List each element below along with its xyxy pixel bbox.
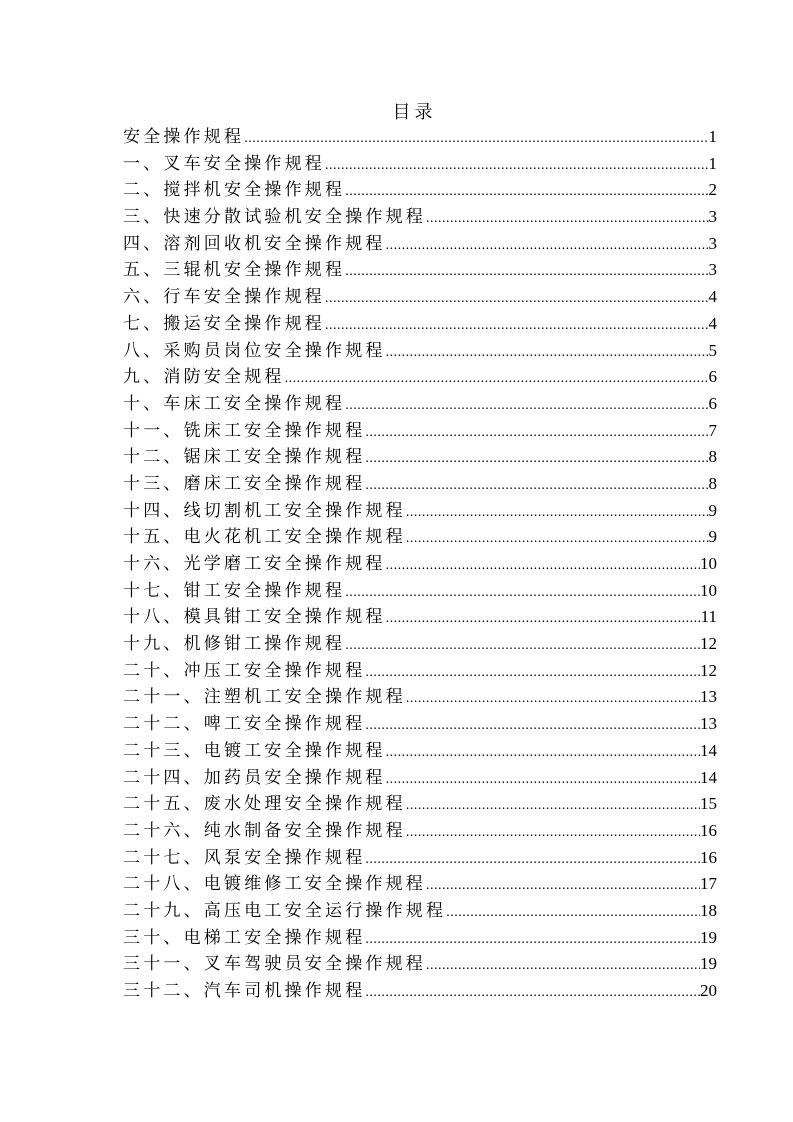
toc-entry[interactable]	[123, 418, 717, 445]
toc-entry-label: 九、消防安全规程	[123, 367, 285, 388]
toc-entry-label: 十四、线切割机工安全操作规程	[123, 500, 406, 521]
toc-entry-page: 14	[700, 767, 717, 787]
dot-leader	[325, 313, 709, 340]
dot-leader	[365, 847, 700, 874]
toc-entry[interactable]	[123, 631, 717, 658]
toc-entry-label: 十六、光学磨工安全操作规程	[123, 554, 386, 574]
toc-entry-page: 8	[708, 473, 717, 493]
toc-entry[interactable]	[123, 845, 717, 872]
toc-entry[interactable]	[123, 898, 717, 925]
toc-entry[interactable]	[123, 231, 717, 258]
toc-entry[interactable]	[123, 338, 717, 365]
toc-entry-page: 5	[708, 340, 717, 360]
toc-entry-page: 10	[700, 554, 717, 573]
toc-entry-page: 15	[700, 794, 717, 814]
toc-entry-page: 14	[700, 740, 717, 760]
dot-leader	[386, 606, 701, 633]
toc-entry[interactable]	[123, 471, 717, 498]
toc-entry-label: 十一、铣床工安全操作规程	[123, 420, 366, 441]
dot-leader	[386, 740, 700, 767]
dot-leader	[386, 553, 700, 580]
toc-entry-page: 20	[700, 981, 717, 1000]
toc-entry-label: 十八、模具钳工安全操作规程	[123, 607, 386, 628]
toc-entry[interactable]	[123, 151, 717, 178]
toc-entry-page: 1	[708, 153, 717, 173]
toc-entry-page: 19	[700, 954, 717, 974]
toc-entry-page: 18	[700, 900, 717, 920]
toc-entry[interactable]	[123, 604, 717, 631]
toc-entry-page: 3	[708, 233, 717, 253]
toc-entry[interactable]	[123, 871, 717, 898]
toc-entry-label: 二十四、加药员安全操作规程	[123, 767, 386, 788]
toc-entry-page: 12	[700, 660, 717, 680]
toc-entry-page: 10	[700, 580, 717, 600]
toc-entry[interactable]	[123, 124, 717, 151]
toc-entry-label: 八、采购员岗位安全操作规程	[123, 340, 386, 361]
toc-entry-label: 十、车床工安全操作规程	[123, 393, 346, 414]
toc-entry-label: 二十三、电镀工安全操作规程	[123, 740, 386, 761]
toc-entry-page: 2	[708, 180, 717, 200]
toc-entry-label: 三、快速分散试验机安全操作规程	[123, 207, 426, 228]
toc-entry[interactable]	[123, 498, 717, 525]
dot-leader	[325, 153, 709, 180]
toc-entry[interactable]	[123, 177, 717, 204]
toc-entry-label: 二十、冲压工安全操作规程	[123, 660, 366, 681]
toc-entry-page: 16	[700, 820, 717, 840]
dot-leader	[365, 473, 708, 500]
toc-entry-label: 安全操作规程	[123, 127, 245, 147]
toc-entry-label: 十二、锯床工安全操作规程	[123, 447, 366, 468]
toc-entry-page: 13	[700, 714, 717, 734]
toc-entry[interactable]	[123, 391, 717, 418]
dot-leader	[285, 366, 709, 393]
toc-entry-page: 9	[708, 500, 717, 520]
dot-leader	[386, 233, 709, 260]
toc-entry-label: 十三、磨床工安全操作规程	[123, 473, 366, 494]
toc-entry-page: 17	[700, 874, 717, 894]
toc-entry-label: 二十七、风泵安全操作规程	[123, 847, 366, 868]
toc-entry-label: 二十二、啤工安全操作规程	[123, 714, 366, 735]
toc-title: 目录	[392, 102, 437, 123]
dot-leader	[365, 660, 700, 687]
dot-leader	[345, 633, 700, 660]
toc-entry-page: 3	[708, 207, 717, 227]
toc-entry-label: 二十五、废水处理安全操作规程	[123, 794, 406, 815]
toc-entry-page: 7	[708, 420, 717, 440]
toc-entry-page: 6	[708, 367, 717, 387]
toc-entry[interactable]	[123, 978, 717, 1005]
toc-entry-label: 三十一、叉车驾驶员安全操作规程	[123, 954, 426, 975]
toc-entry[interactable]	[123, 551, 717, 578]
toc-entry-label: 十七、钳工安全操作规程	[123, 580, 346, 601]
toc-entry[interactable]	[123, 925, 717, 952]
dot-leader	[365, 980, 700, 1007]
toc-entry-label: 三十二、汽车司机操作规程	[123, 981, 366, 1001]
dot-leader	[345, 580, 700, 607]
dot-leader	[406, 793, 700, 820]
dot-leader	[406, 686, 700, 713]
toc-entry-label: 二十六、纯水制备安全操作规程	[123, 820, 406, 841]
toc-entry-label: 二十九、高压电工安全运行操作规程	[123, 900, 447, 921]
dot-leader	[426, 873, 700, 900]
toc-entry-page: 1	[708, 127, 717, 146]
toc-entry[interactable]	[123, 578, 717, 605]
dot-leader	[406, 500, 709, 527]
toc-entry[interactable]	[123, 765, 717, 792]
dot-leader	[345, 179, 708, 206]
toc-entry[interactable]	[123, 204, 717, 231]
toc-entry[interactable]	[123, 311, 717, 338]
toc-entry-page: 16	[700, 847, 717, 867]
toc-entry-label: 一、叉车安全操作规程	[123, 153, 325, 174]
toc-entry-label: 二十一、注塑机工安全操作规程	[123, 687, 406, 708]
toc-entry-page: 4	[708, 287, 717, 307]
dot-leader	[325, 286, 709, 313]
dot-leader	[386, 767, 700, 794]
toc-entry[interactable]	[123, 684, 717, 711]
toc-entry[interactable]	[123, 658, 717, 685]
dot-leader	[345, 393, 708, 420]
dot-leader	[365, 713, 700, 740]
toc-entry-page: 3	[708, 260, 717, 280]
toc-entry[interactable]	[123, 284, 717, 311]
toc-entry[interactable]	[123, 257, 717, 284]
toc-entry[interactable]	[123, 951, 717, 978]
toc-entry-label: 七、搬运安全操作规程	[123, 313, 325, 334]
dot-leader	[426, 206, 709, 233]
toc-entry[interactable]	[123, 444, 717, 471]
toc-entry-label: 六、行车安全操作规程	[123, 287, 325, 308]
dot-leader	[365, 446, 708, 473]
dot-leader	[426, 953, 700, 980]
toc-entry-page: 12	[700, 634, 717, 654]
toc-entry[interactable]	[123, 738, 717, 765]
toc-entry-page: 8	[708, 447, 717, 467]
dot-leader	[446, 900, 700, 927]
toc-entry-label: 十五、电火花机工安全操作规程	[123, 527, 406, 548]
toc-entry[interactable]	[123, 791, 717, 818]
dot-leader	[365, 420, 708, 447]
toc-entry-page: 4	[708, 313, 717, 333]
dot-leader	[345, 259, 708, 286]
toc-entry[interactable]	[123, 524, 717, 551]
dot-leader	[406, 820, 700, 847]
toc-entry-label: 四、溶剂回收机安全操作规程	[123, 233, 386, 254]
toc-entry-page: 13	[700, 687, 717, 707]
table-of-contents	[123, 124, 717, 1005]
dot-leader	[386, 340, 709, 367]
toc-entry-page: 6	[708, 393, 717, 413]
toc-entry-page: 11	[700, 607, 717, 627]
dot-leader	[244, 126, 708, 153]
dot-leader	[365, 927, 700, 954]
toc-entry[interactable]	[123, 711, 717, 738]
toc-entry[interactable]	[123, 818, 717, 845]
toc-entry[interactable]	[123, 364, 717, 391]
toc-entry-label: 五、三辊机安全操作规程	[123, 260, 346, 281]
dot-leader	[406, 526, 709, 553]
toc-entry-page: 9	[708, 527, 717, 547]
toc-entry-label: 十九、机修钳工操作规程	[123, 634, 346, 655]
toc-entry-label: 三十、电梯工安全操作规程	[123, 927, 366, 948]
toc-entry-label: 二、搅拌机安全操作规程	[123, 180, 346, 201]
toc-entry-page: 19	[700, 927, 717, 947]
toc-entry-label: 二十八、电镀维修工安全操作规程	[123, 874, 426, 895]
